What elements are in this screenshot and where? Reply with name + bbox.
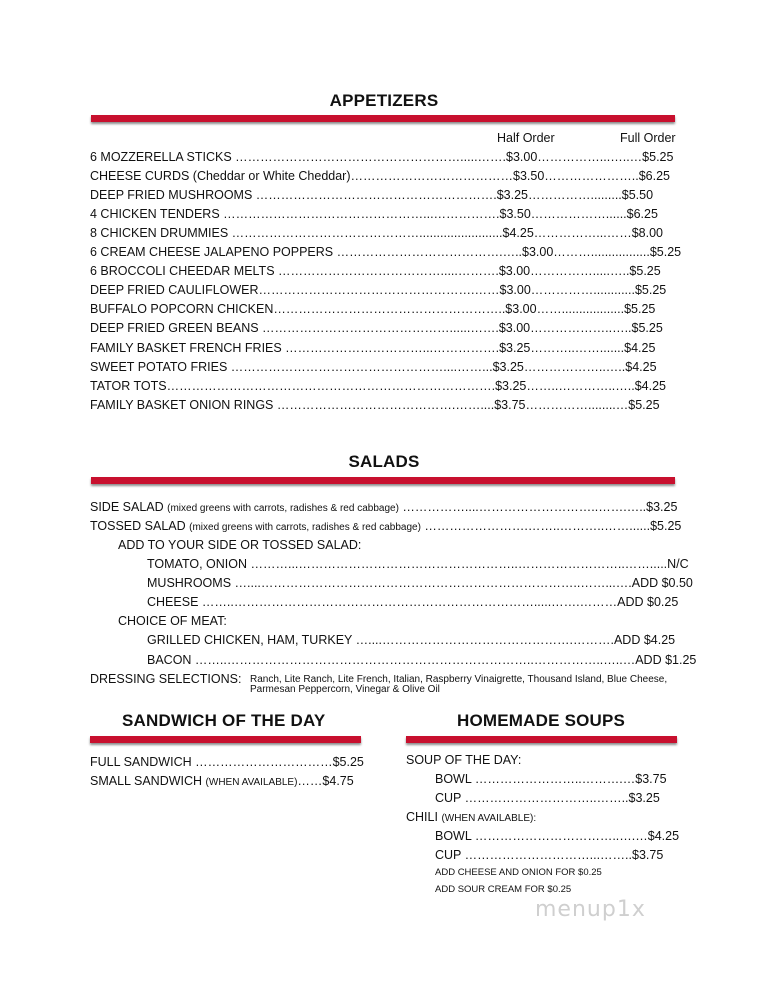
side-salad-description: (mixed greens with carrots, radishes & red cabbage) [167, 503, 399, 514]
menu-item: 6 BROCCOLI CHEEDAR MELTS ………………………………….....……….$3.00…………….....…..$5.25 [90, 264, 661, 278]
menu-item: DEEP FRIED MUSHROOMS ………………………………………………….$3.25…………….........$5.50 [90, 188, 654, 202]
menu-item: TATOR TOTS…………………………………………………………………….$3.25……..…………..…..$4.25 [90, 379, 667, 393]
menu-item: SWEET POTATO FRIES ……………………………………………....……...$3.25………………..…..$4.25 [90, 360, 657, 374]
addon-item: MUSHROOMS …....…………………………………………………………………..……...….ADD $0.50 [147, 576, 693, 590]
menu-item: 6 MOZZERELLA STICKS ……………………………………………….....…….$3.00……………...…..…$5.25 [90, 150, 674, 164]
add-cheese-onion-note: ADD CHEESE AND ONION FOR $0.25 [435, 867, 602, 878]
chili-bowl-item: BOWL ……………………………..….…$4.25 [435, 829, 680, 843]
sandwich-divider [90, 736, 361, 743]
menu-item: DEEP FRIED GREEN BEANS ………………………………………......…….$3.00………………..…..$5.25 [90, 321, 663, 335]
soups-divider [406, 736, 677, 743]
small-sandwich-note: (WHEN AVAILABLE) [205, 777, 298, 788]
soups-heading: HOMEMADE SOUPS [457, 711, 626, 730]
tossed-salad-item [90, 519, 681, 533]
menu-item: CHEESE CURDS (Cheddar or White Cheddar)…………………………………$3.50…………………..$6.25 [90, 169, 671, 183]
menu-item: 6 CREAM CHEESE JALAPENO POPPERS ………………………………….…..$3.00……….................$5.25 [90, 245, 682, 259]
side-salad-price: ……………....………………………..…….…..$3.25 [402, 500, 678, 514]
full-order-header: Full Order [620, 131, 676, 145]
menu-item: 4 CHICKEN TENDERS …………………………………………...…………….$3.50………………......$6.25 [90, 207, 658, 221]
chili-note: (WHEN AVAILABLE): [441, 813, 537, 824]
soup-cup-item: CUP …………………………..……..$3.25 [435, 791, 660, 805]
salads-divider [91, 477, 675, 484]
add-sour-cream-note: ADD SOUR CREAM FOR $0.25 [435, 884, 572, 895]
tossed-salad-description: (mixed greens with carrots, radishes & red cabbage) [189, 522, 421, 533]
appetizers-heading: APPETIZERS [329, 91, 439, 110]
dressing-label: DRESSING SELECTIONS: [90, 672, 242, 686]
tossed-salad-price: …………………….……..………..……......$5.25 [424, 519, 682, 533]
addon-heading: ADD TO YOUR SIDE OR TOSSED SALAD: [118, 538, 362, 552]
menu-item: 8 CHICKEN DRUMMIES ………………………………………........................$4.25……………...……$8.00 [90, 226, 664, 240]
menu-item: FAMILY BASKET ONION RINGS …………………………………….……....$3.75……………........…$5.25 [90, 398, 660, 412]
menu-item: BUFFALO POPCORN CHICKEN………………………………………………..$3.00……..................$5.25 [90, 302, 656, 316]
side-salad-item [90, 500, 677, 514]
meat-item: GRILLED CHICKEN, HAM, TURKEY …....……………………………………….……….ADD $4.25 [147, 633, 676, 647]
dressing-list-line1: Ranch, Lite Ranch, Lite French, Italian, Raspberry Vinaigrette, Thousand Island, Blue Cheese, [250, 674, 668, 685]
dressing-list-line2: Parmesan Peppercorn, Vinegar & Olive Oil [250, 684, 440, 695]
side-salad-name: SIDE SALAD [90, 500, 164, 514]
meat-heading: CHOICE OF MEAT: [118, 614, 227, 628]
soup-of-the-day-label: SOUP OF THE DAY: [406, 753, 522, 767]
full-sandwich-item: FULL SANDWICH ……………………………$5.25 [90, 755, 364, 769]
chili-name: CHILI [406, 810, 438, 824]
small-sandwich-name: SMALL SANDWICH [90, 774, 203, 788]
addon-item: CHEESE ……..……………………………………………………………….....…….………ADD $0.25 [147, 595, 679, 609]
small-sandwich-item [90, 774, 354, 788]
chili-cup-item: CUP …………………………...……..$3.75 [435, 848, 664, 862]
menupix-watermark: menup1x [535, 897, 646, 922]
menu-item: FAMILY BASKET FRENCH FRIES ……………………………...…………….$3.25………..…….......$4.25 [90, 341, 656, 355]
tossed-salad-name: TOSSED SALAD [90, 519, 186, 533]
menu-item: DEEP FRIED CAULIFLOWER…………………………………………….……$3.00……………............$5.25 [90, 283, 667, 297]
small-sandwich-price: ……$4.75 [297, 774, 354, 788]
salads-heading: SALADS [348, 452, 420, 471]
soup-bowl-item: BOWL ……………………..……….…$3.75 [435, 772, 667, 786]
addon-item: TOMATO, ONION ………...……………………………………………..……………………..…….....N/C [147, 557, 689, 571]
chili-label [406, 810, 536, 824]
half-order-header: Half Order [497, 131, 555, 145]
sandwich-heading: SANDWICH OF THE DAY [122, 711, 326, 730]
meat-item: BACON ……..………………………………………………………………..……………..…..…ADD $1.25 [147, 653, 697, 667]
appetizers-divider [91, 115, 675, 122]
